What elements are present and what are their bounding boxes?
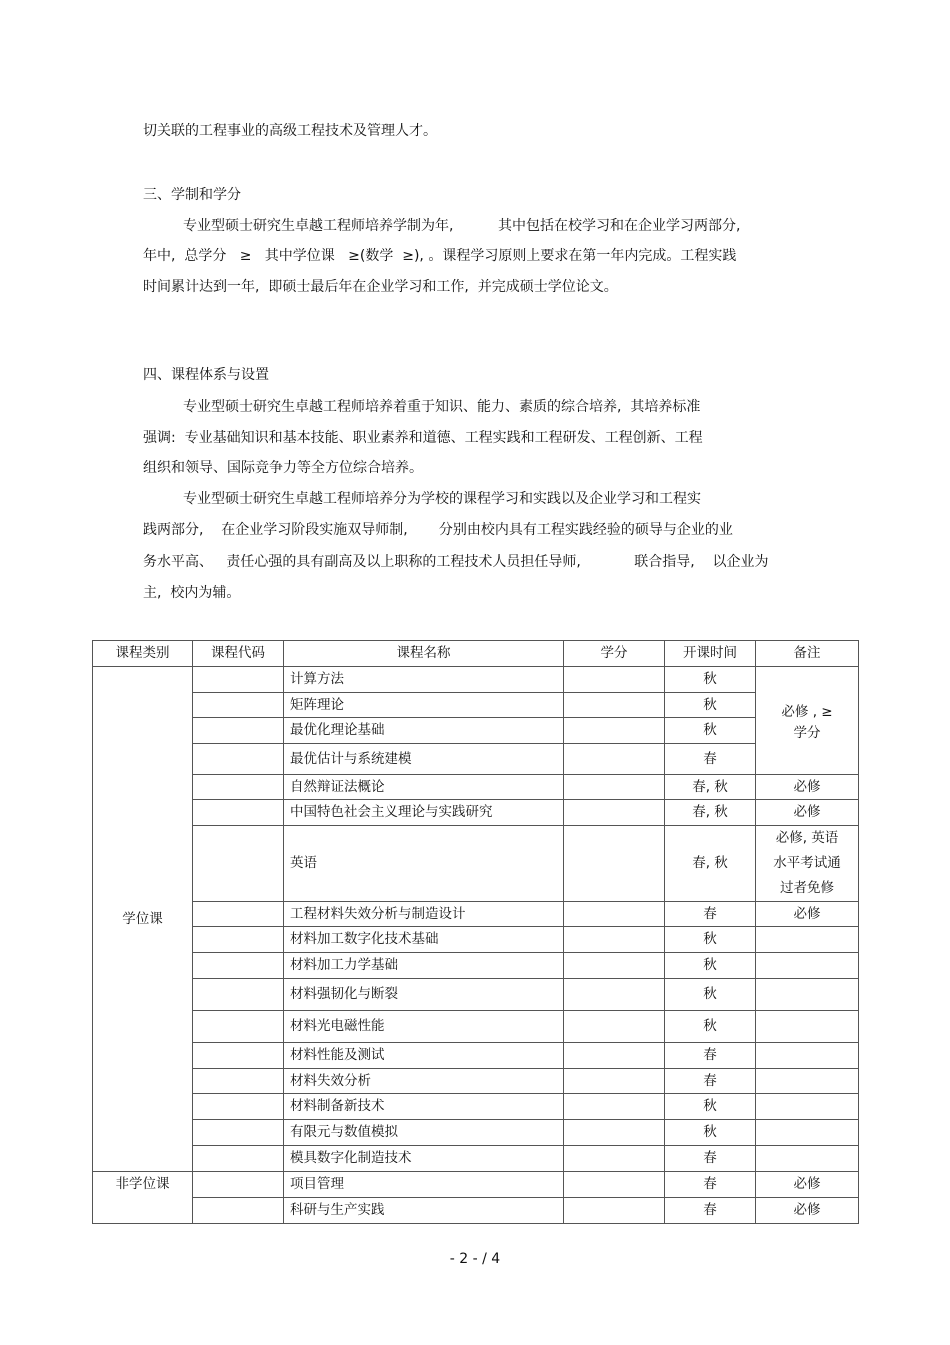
header-cell: 课程类别 — [93, 641, 193, 667]
note-cell — [756, 1069, 859, 1094]
course-name-cell: 工程材料失效分析与制造设计 — [284, 902, 564, 927]
section4-para2-line: 务水平高、 责任心强的具有副高及以上职称的工程技术人员担任导师, 联合指导, 以企业为 — [143, 554, 769, 570]
section4-para1-line: 专业型硕士研究生卓越工程师培养着重于知识、能力、素质的综合培养, 其培养标准 — [183, 399, 701, 415]
header-cell: 学分 — [564, 641, 665, 667]
course-name-cell: 项目管理 — [284, 1172, 564, 1198]
credit-cell — [564, 693, 665, 718]
course-name-cell: 材料制备新技术 — [284, 1094, 564, 1120]
code-cell — [193, 1011, 284, 1043]
table-row — [93, 927, 859, 953]
section4-para2-line: 践两部分, 在企业学习阶段实施双导师制, 分别由校内具有工程实践经验的硕导与企业的业 — [143, 522, 733, 538]
term-cell: 春 — [665, 1146, 756, 1172]
course-name-cell: 自然辩证法概论 — [284, 775, 564, 800]
term-cell: 秋 — [665, 927, 756, 953]
course-name-cell: 材料加工数字化技术基础 — [284, 927, 564, 953]
term-cell: 秋 — [665, 953, 756, 979]
term-cell: 秋 — [665, 979, 756, 1011]
code-cell — [193, 1043, 284, 1069]
credit-cell — [564, 1011, 665, 1043]
code-cell — [193, 667, 284, 693]
section3-line: 时间累计达到一年, 即硕士最后年在企业学习和工作, 并完成硕士学位论文。 — [143, 279, 618, 295]
code-cell — [193, 693, 284, 718]
credit-cell — [564, 775, 665, 800]
table-row — [93, 1069, 859, 1094]
code-cell — [193, 902, 284, 927]
credit-cell — [564, 953, 665, 979]
header-cell: 课程名称 — [284, 641, 564, 667]
note-cell — [756, 1043, 859, 1069]
code-cell — [193, 800, 284, 826]
note-cell — [756, 1146, 859, 1172]
credit-cell — [564, 667, 665, 693]
course-name-cell: 有限元与数值模拟 — [284, 1120, 564, 1146]
code-cell — [193, 953, 284, 979]
section3-line: 专业型硕士研究生卓越工程师培养学制为年, 其中包括在校学习和在企业学习两部分, — [183, 218, 741, 234]
credit-cell — [564, 826, 665, 902]
course-name-cell: 材料强韧化与断裂 — [284, 979, 564, 1011]
term-cell: 秋 — [665, 1094, 756, 1120]
header-cell: 课程代码 — [193, 641, 284, 667]
note-line: 必修 , ≥ — [781, 704, 833, 720]
intro-tail: 切关联的工程事业的高级工程技术及管理人才。 — [143, 123, 437, 139]
section4-para1-line: 组织和领导、国际竞争力等全方位综合培养。 — [143, 460, 423, 476]
table-row — [93, 667, 859, 693]
course-name-cell: 最优化理论基础 — [284, 718, 564, 744]
header-cell: 开课时间 — [665, 641, 756, 667]
term-cell: 秋 — [665, 667, 756, 693]
note-cell — [756, 1011, 859, 1043]
note-cell — [756, 927, 859, 953]
code-cell — [193, 1120, 284, 1146]
term-cell: 秋 — [665, 1011, 756, 1043]
code-cell — [193, 744, 284, 775]
table-row — [93, 826, 859, 902]
category-cell-degree: 学位课 — [93, 667, 193, 1172]
code-cell — [193, 1146, 284, 1172]
note-line: 学分 — [793, 725, 821, 741]
table-row — [93, 693, 859, 718]
note-line: 水平考试通 — [773, 855, 841, 871]
section3-line: 年中, 总学分 ≥ 其中学位课 ≥(数学 ≥), 。课程学习原则上要求在第一年内完成。工程实践 — [143, 248, 737, 264]
section4-para2-line: 主, 校内为辅。 — [143, 585, 241, 601]
credit-cell — [564, 1069, 665, 1094]
category-cell-nondegree: 非学位课 — [93, 1172, 193, 1224]
table-row — [93, 744, 859, 775]
table-row — [93, 1146, 859, 1172]
note-cell: 必修 — [756, 800, 859, 826]
table-header-row — [93, 641, 859, 667]
code-cell — [193, 1198, 284, 1224]
course-name-cell: 材料失效分析 — [284, 1069, 564, 1094]
section3-heading: 三、学制和学分 — [143, 187, 241, 203]
page-number: - 2 - / 4 — [449, 1251, 501, 1267]
note-cell — [756, 979, 859, 1011]
note-cell — [756, 1094, 859, 1120]
section4-para1-line: 强调: 专业基础知识和基本技能、职业素养和道德、工程实践和工程研发、工程创新、工程 — [143, 430, 703, 446]
code-cell — [193, 718, 284, 744]
table-row — [93, 1172, 859, 1198]
note-cell-english — [756, 826, 859, 902]
note-cell — [756, 1120, 859, 1146]
table-row — [93, 1094, 859, 1120]
course-name-cell: 最优估计与系统建模 — [284, 744, 564, 775]
term-cell: 春 — [665, 744, 756, 775]
course-name-cell: 模具数字化制造技术 — [284, 1146, 564, 1172]
note-cell: 必修 — [756, 1172, 859, 1198]
credit-cell — [564, 800, 665, 826]
table-row — [93, 1043, 859, 1069]
note-cell: 必修 — [756, 902, 859, 927]
credit-cell — [564, 1146, 665, 1172]
section4-heading: 四、课程体系与设置 — [143, 367, 269, 383]
header-cell: 备注 — [756, 641, 859, 667]
term-cell: 春, 秋 — [665, 800, 756, 826]
code-cell — [193, 826, 284, 902]
term-cell: 春 — [665, 902, 756, 927]
course-name-cell: 中国特色社会主义理论与实践研究 — [284, 800, 564, 826]
section4-para2-line: 专业型硕士研究生卓越工程师培养分为学校的课程学习和实践以及企业学习和工程实 — [183, 491, 701, 507]
code-cell — [193, 927, 284, 953]
note-cell — [756, 953, 859, 979]
course-table — [92, 640, 859, 1224]
credit-cell — [564, 927, 665, 953]
term-cell: 春 — [665, 1172, 756, 1198]
table-row — [93, 800, 859, 826]
course-name-cell: 材料光电磁性能 — [284, 1011, 564, 1043]
table-row — [93, 902, 859, 927]
code-cell — [193, 775, 284, 800]
course-name-cell: 材料性能及测试 — [284, 1043, 564, 1069]
table-row — [93, 1011, 859, 1043]
term-cell: 春 — [665, 1043, 756, 1069]
note-line: 必修, 英语 — [775, 830, 839, 846]
credit-cell — [564, 1043, 665, 1069]
code-cell — [193, 979, 284, 1011]
term-cell: 春, 秋 — [665, 826, 756, 902]
credit-cell — [564, 744, 665, 775]
note-cell-math — [756, 667, 859, 775]
table-row — [93, 979, 859, 1011]
table-row — [93, 775, 859, 800]
course-name-cell: 材料加工力学基础 — [284, 953, 564, 979]
term-cell: 春 — [665, 1069, 756, 1094]
credit-cell — [564, 1120, 665, 1146]
credit-cell — [564, 718, 665, 744]
term-cell: 秋 — [665, 718, 756, 744]
term-cell: 秋 — [665, 693, 756, 718]
credit-cell — [564, 1198, 665, 1224]
course-name-cell: 计算方法 — [284, 667, 564, 693]
table-row — [93, 1198, 859, 1224]
term-cell: 春 — [665, 1198, 756, 1224]
code-cell — [193, 1172, 284, 1198]
code-cell — [193, 1069, 284, 1094]
note-cell: 必修 — [756, 775, 859, 800]
credit-cell — [564, 1172, 665, 1198]
credit-cell — [564, 979, 665, 1011]
table-row — [93, 1120, 859, 1146]
note-cell: 必修 — [756, 1198, 859, 1224]
course-name-cell: 英语 — [284, 826, 564, 902]
credit-cell — [564, 1094, 665, 1120]
note-line: 过者免修 — [780, 880, 834, 896]
credit-cell — [564, 902, 665, 927]
course-name-cell: 科研与生产实践 — [284, 1198, 564, 1224]
table-row — [93, 953, 859, 979]
code-cell — [193, 1094, 284, 1120]
table-row — [93, 718, 859, 744]
course-name-cell: 矩阵理论 — [284, 693, 564, 718]
term-cell: 秋 — [665, 1120, 756, 1146]
term-cell: 春, 秋 — [665, 775, 756, 800]
